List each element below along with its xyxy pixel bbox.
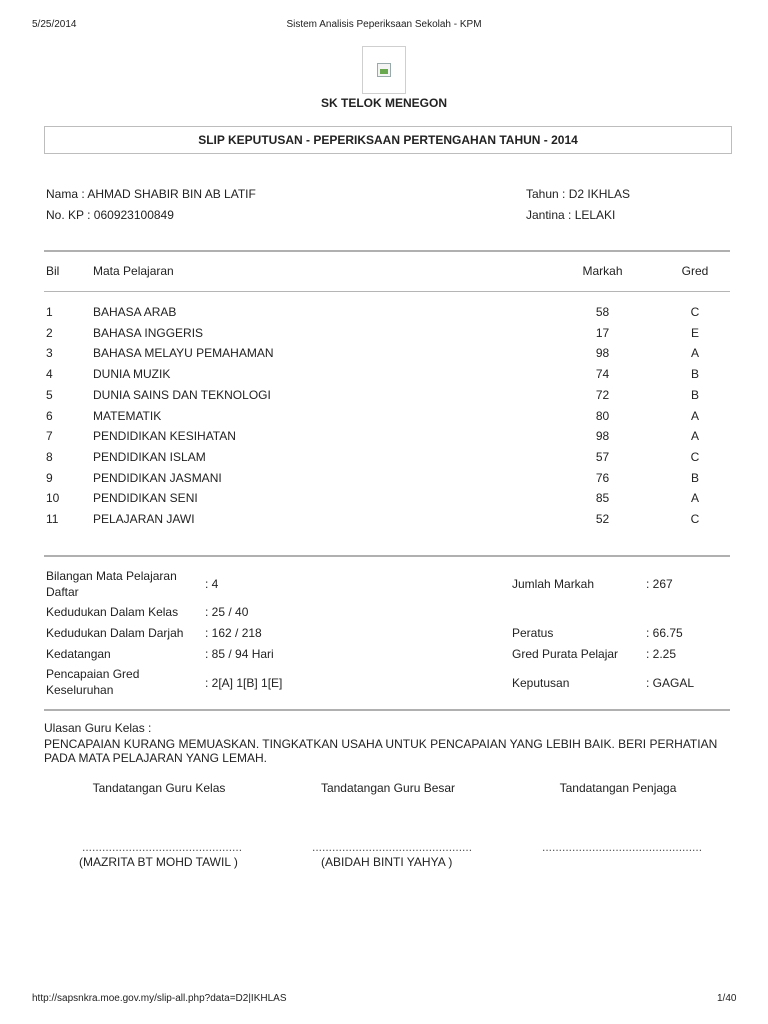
broken-image-icon: [377, 63, 391, 77]
row-bil: 10: [46, 491, 60, 506]
row-grade: C: [690, 449, 700, 464]
print-date: 5/25/2014: [32, 19, 77, 30]
class-teacher-name: (MAZRITA BT MOHD TAWIL ): [79, 855, 238, 869]
row-grade: C: [690, 512, 700, 526]
col-header-marks: Markah: [582, 264, 623, 278]
row-subject: PENDIDIKAN ISLAM: [93, 449, 206, 464]
table-row: [0, 326, 768, 344]
overall-grade-label-line1: Pencapaian Gred: [46, 667, 140, 681]
row-grade: C: [690, 305, 700, 319]
row-marks: 76: [595, 470, 610, 485]
row-marks: 85: [595, 491, 610, 506]
col-header-subject: Mata Pelajaran: [93, 264, 174, 278]
row-bil: 4: [46, 367, 53, 382]
guardian-signature-line: ................................................: [542, 840, 703, 854]
table-row: [0, 388, 768, 406]
table-row: [0, 305, 768, 323]
headmaster-name: (ABIDAH BINTI YAHYA ): [321, 855, 453, 869]
table-row: [0, 471, 768, 489]
school-name: SK TELOK MENEGON: [320, 96, 447, 110]
result-value: : GAGAL: [646, 676, 695, 690]
attendance-value: : 85 / 94 Hari: [205, 647, 274, 661]
row-subject: PENDIDIKAN JASMANI: [93, 470, 222, 485]
grade-rank-label: Kedudukan Dalam Darjah: [46, 626, 184, 640]
row-subject: BAHASA MELAYU PEMAHAMAN: [93, 346, 274, 361]
row-subject: BAHASA INGGERIS: [93, 325, 204, 340]
row-bil: 11: [46, 512, 59, 526]
student-ic: No. KP : 060923100849: [46, 208, 174, 222]
row-subject: DUNIA SAINS DAN TEKNOLOGI: [93, 387, 271, 402]
row-bil: 6: [46, 408, 53, 423]
row-marks: 98: [595, 429, 610, 444]
slip-title: SLIP KEPUTUSAN - PEPERIKSAAN PERTENGAHAN TAHUN - 2014: [44, 126, 732, 154]
student-class: Tahun : D2 IKHLAS: [526, 187, 631, 201]
student-name: Nama : AHMAD SHABIR BIN AB LATIF: [46, 187, 256, 201]
total-marks-value: : 267: [646, 577, 673, 591]
avg-grade-label: Gred Purata Pelajar: [512, 647, 619, 661]
total-marks-label: Jumlah Markah: [512, 577, 595, 591]
row-grade: A: [690, 346, 699, 361]
row-grade: E: [690, 325, 699, 340]
row-marks: 98: [595, 346, 610, 361]
row-marks: 52: [595, 512, 610, 526]
row-subject: MATEMATIK: [93, 408, 162, 423]
subjects-count-value: : 4: [205, 577, 219, 591]
overall-grade-label-line2: Keseluruhan: [46, 683, 114, 697]
class-teacher-signature-title: Tandatangan Guru Kelas: [92, 781, 226, 795]
avg-grade-value: : 2.25: [646, 647, 677, 661]
col-header-bil: Bil: [46, 264, 60, 278]
row-subject: DUNIA MUZIK: [93, 367, 171, 382]
summary-bottom-divider: [44, 709, 730, 711]
comments-line-1: PENCAPAIAN KURANG MEMUASKAN. TINGKATKAN USAHA UNTUK PENCAPAIAN YANG LEBIH BAIK. BERI PERHATIAN: [44, 737, 718, 751]
headmaster-signature-line: ................................................: [312, 840, 473, 854]
attendance-label: Kedatangan: [46, 647, 111, 661]
row-bil: 3: [46, 346, 53, 361]
comments-label: Ulasan Guru Kelas :: [44, 721, 152, 735]
table-header-row: [0, 264, 768, 282]
row-grade: B: [690, 470, 699, 485]
row-subject: BAHASA ARAB: [93, 305, 177, 319]
row-marks: 80: [595, 408, 610, 423]
table-row: [0, 450, 768, 468]
print-page-title: Sistem Analisis Peperiksaan Sekolah - KPM: [286, 19, 482, 30]
row-grade: B: [690, 387, 699, 402]
table-row: [0, 409, 768, 427]
row-grade: A: [690, 408, 699, 423]
col-header-grade: Gred: [681, 264, 709, 278]
student-gender: Jantina : LELAKI: [526, 208, 616, 222]
row-bil: 9: [46, 470, 53, 485]
row-bil: 2: [46, 325, 53, 340]
table-row: [0, 512, 768, 530]
print-page-number: 1/40: [717, 993, 737, 1004]
row-marks: 17: [595, 325, 610, 340]
overall-grade-value: : 2[A] 1[B] 1[E]: [205, 676, 283, 690]
percent-value: : 66.75: [646, 626, 683, 640]
row-bil: 5: [46, 387, 53, 402]
row-bil: 1: [46, 305, 53, 319]
subjects-count-label-line2: Daftar: [46, 585, 79, 599]
row-bil: 8: [46, 449, 53, 464]
grade-rank-value: : 162 / 218: [205, 626, 262, 640]
row-subject: PENDIDIKAN SENI: [93, 491, 198, 506]
summary-top-divider: [44, 555, 730, 557]
percent-label: Peratus: [512, 626, 554, 640]
row-grade: B: [690, 367, 699, 382]
class-teacher-signature-line: ................................................: [82, 840, 243, 854]
class-rank-value: : 25 / 40: [205, 605, 249, 619]
row-marks: 72: [595, 387, 610, 402]
table-row: [0, 346, 768, 364]
table-top-divider: [44, 250, 730, 252]
row-grade: A: [690, 429, 699, 444]
result-label: Keputusan: [512, 676, 570, 690]
subjects-count-label-line1: Bilangan Mata Pelajaran: [46, 569, 177, 583]
row-marks: 74: [595, 367, 610, 382]
print-footer-url: http://sapsnkra.moe.gov.my/slip-all.php?data=D2|IKHLAS: [32, 993, 287, 1004]
comments-line-2: PADA MATA PELAJARAN YANG LEMAH.: [44, 751, 267, 765]
guardian-signature-title: Tandatangan Penjaga: [559, 781, 677, 795]
table-row: [0, 429, 768, 447]
row-bil: 7: [46, 429, 53, 444]
row-grade: A: [690, 491, 699, 506]
headmaster-signature-title: Tandatangan Guru Besar: [320, 781, 456, 795]
school-logo: [362, 46, 406, 94]
row-subject: PENDIDIKAN KESIHATAN: [93, 429, 236, 444]
row-marks: 58: [595, 305, 610, 319]
class-rank-label: Kedudukan Dalam Kelas: [46, 605, 179, 619]
table-row: [0, 491, 768, 509]
table-row: [0, 367, 768, 385]
row-subject: PELAJARAN JAWI: [93, 512, 195, 526]
row-marks: 57: [595, 449, 610, 464]
header-divider: [44, 291, 730, 292]
